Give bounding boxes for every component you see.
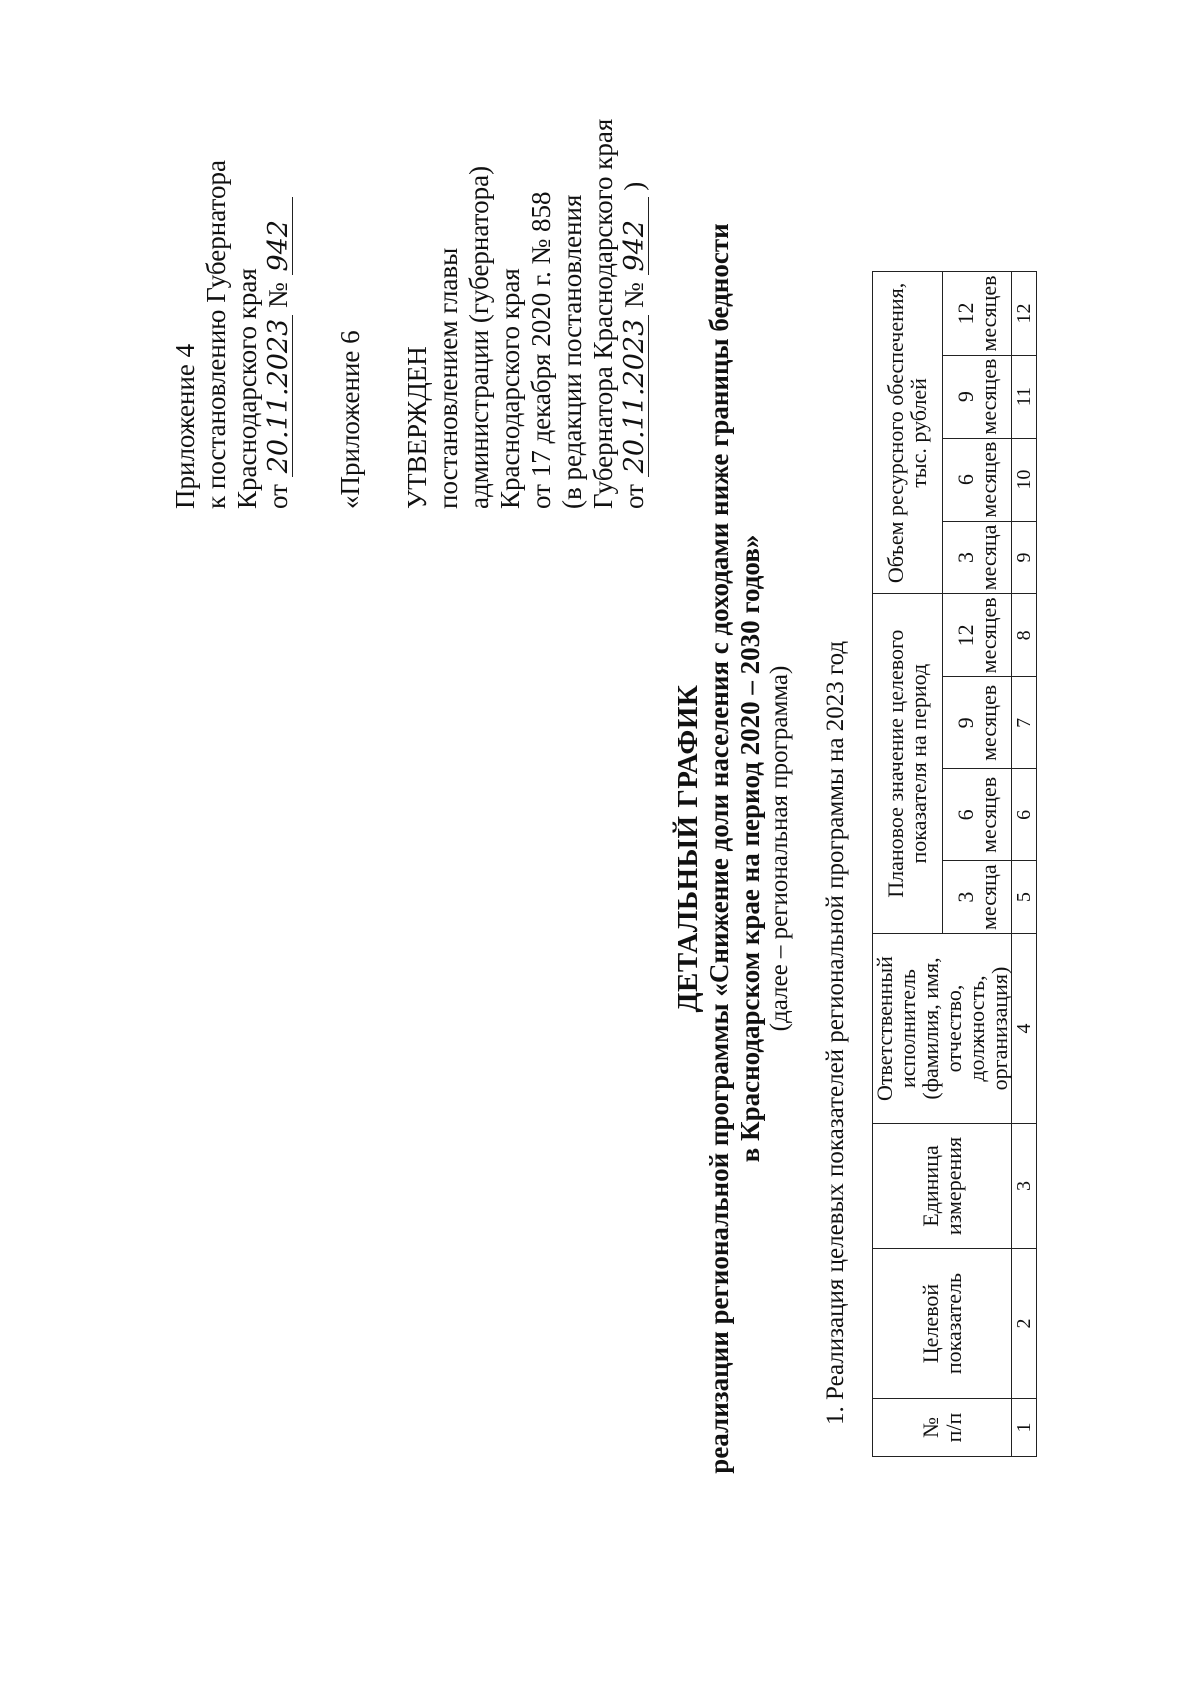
column-number: 8 [1012,594,1037,677]
document-title: ДЕТАЛЬНЫЙ ГРАФИК [672,684,704,1013]
header-group-cell: Объем ресурсного обеспечения, тыс. рублей [873,272,943,594]
period-cell: 12 месяцев [942,594,1012,677]
column-number: 1 [1012,1399,1037,1457]
approved-line: от 17 декабря 2020 г. № 858 [526,191,556,509]
approved-line: постановлением главы [433,247,463,509]
column-number: 12 [1012,272,1037,355]
appendix-decree-ref: к постановлению Губернатора [201,160,231,509]
appendix-region: Краснодарского края [232,268,262,509]
header-group-cell: Плановое значение целевого показателя на период [873,594,943,934]
date-prefix: от [619,484,649,509]
table-header-row [873,272,943,1457]
appendix6-label: «Приложение 6 [335,330,365,509]
approved-title: УТВЕРЖДЕН [402,346,432,509]
table-number-row [1012,272,1037,1457]
approved-line: Губернатора Краснодарского края [588,118,618,509]
appendix-block [170,160,294,509]
period-cell: 12 месяцев [942,272,1012,355]
header-cell: № п/п [873,1399,1012,1457]
column-number: 6 [1012,769,1037,861]
column-number: 3 [1012,1124,1037,1249]
approved-line: Краснодарского края [495,268,525,509]
column-number: 10 [1012,438,1037,521]
number-sign: № [263,282,293,308]
handwritten-date: 20.11.2023 [266,315,293,478]
header-cell: Ответственный исполнитель (фамилия, имя, отчество, должность, организация) [873,934,1012,1124]
column-number: 5 [1012,861,1037,934]
indicators-table [872,272,1037,1458]
period-cell: 3 месяца [942,521,1012,594]
closing-paren: ) [619,181,649,191]
document-note: (далее – региональная программа) [766,665,793,1032]
period-cell: 9 месяцев [942,355,1012,438]
column-number: 4 [1012,934,1037,1124]
handwritten-number: 942 [622,197,649,275]
header-cell: Целевой показатель [873,1249,1012,1399]
handwritten-number: 942 [266,197,293,275]
document-subtitle: реализации региональной программы «Снижение доли населения с доходами ниже границы бедности [704,223,734,1474]
approval-block [402,119,650,509]
approved-date-line [619,119,650,509]
period-cell: 6 месяцев [942,769,1012,861]
handwritten-date: 20.11.2023 [622,315,649,478]
number-sign: № [619,282,649,308]
period-cell: 3 месяца [942,861,1012,934]
column-number: 11 [1012,355,1037,438]
approved-line: администрации (губернатора) [464,165,494,509]
header-cell: Единица измерения [873,1124,1012,1249]
appendix-date-line [263,160,294,509]
period-cell: 6 месяцев [942,438,1012,521]
period-cell: 9 месяцев [942,677,1012,769]
document-subtitle-cont: в Краснодарском крае на период 2020 – 2030 годов» [735,534,765,1163]
appendix-number: Приложение 4 [170,343,200,509]
approved-line: (в редакции постановления [557,194,587,509]
column-number: 9 [1012,521,1037,594]
column-number: 7 [1012,677,1037,769]
section-heading: 1. Реализация целевых показателей региональной программы на 2023 год [822,640,849,1425]
column-number: 2 [1012,1249,1037,1399]
date-prefix: от [263,484,293,509]
